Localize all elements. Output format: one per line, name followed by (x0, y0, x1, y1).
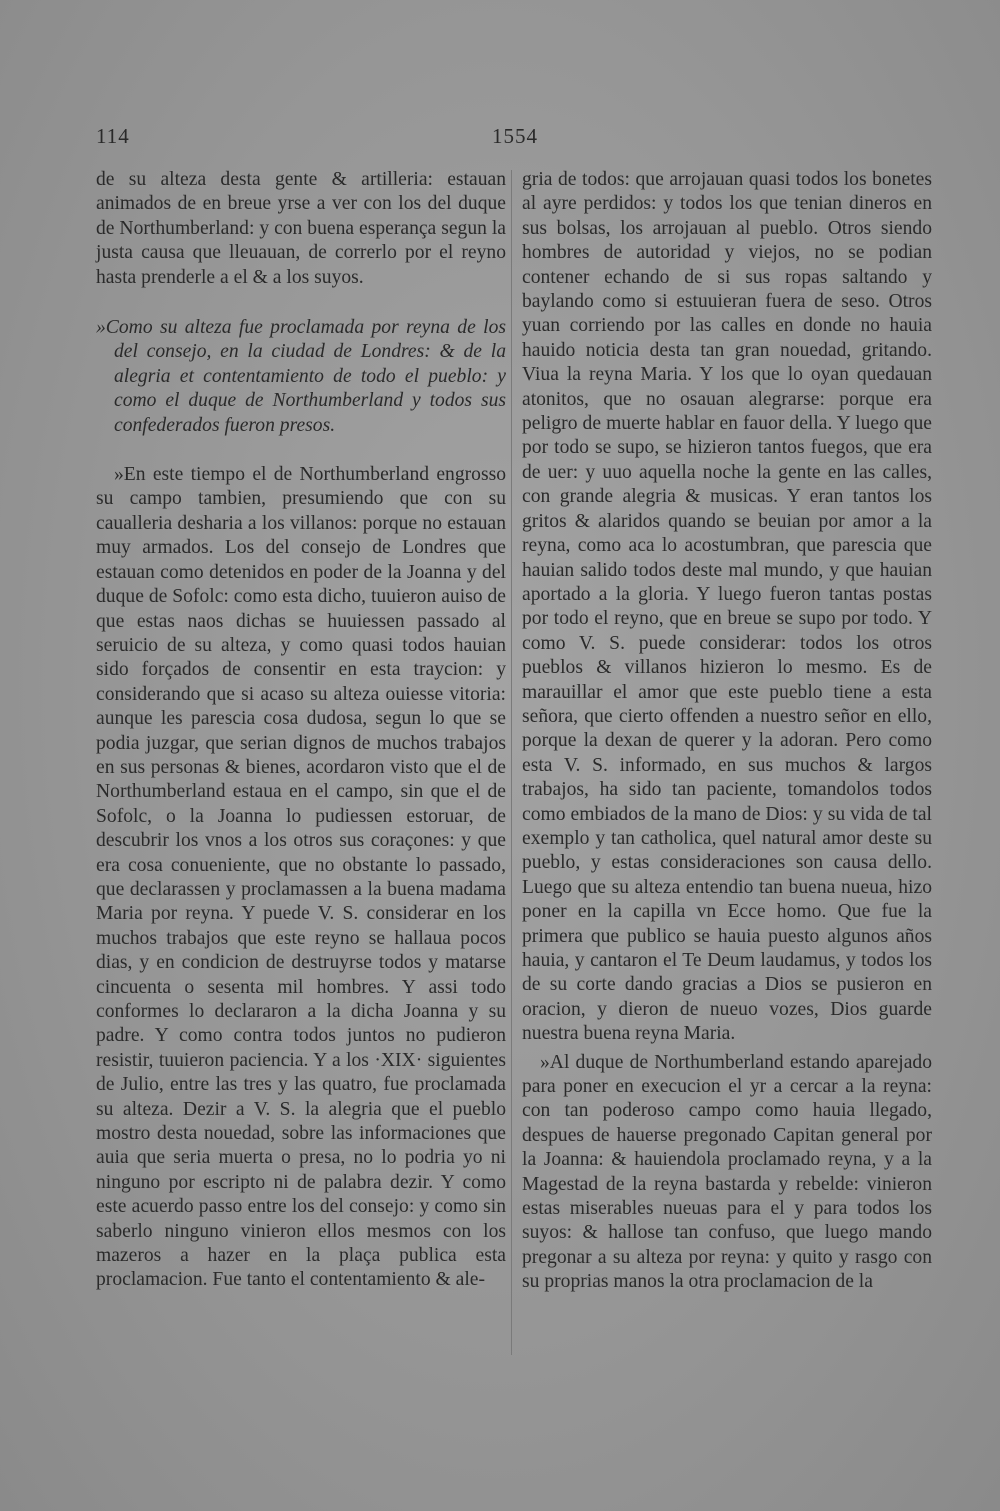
paragraph: »En este tiempo el de Northumberland engrosso su campo tambien, presumiendo que con su caualleria desharia a los villanos: porque no estauan muy armados. Los del consejo de Londres que estauan como detenidos en poder de la Joanna y del duque de Sofolc: como esta dicho, tuuieron auiso de que estas naos dichas se huuiessen passado al seruicio de su alteza, y como quasi todos hauian sido forçados de consentir en esta traycion: y considerando que si acaso su alteza ouiesse vitoria: aunque les parescia cosa dudosa, segun lo que se podia juzgar, que serian dignos de muchos trabajos en sus personas & bienes, acordaron visto que el de Northumberland estaua en el campo, sin que el de Sofolc, o la Joanna lo pudiessen estoruar, de descubrir los vnos a los otros sus coraçones: y que era cosa conueniente, que no obstante lo passado, que declarassen y proclamassen a la buena madama Maria por reyna. Y puede V. S. considerar en los muchos trabajos que este reyno se hallaua pocos dias, y en condicion de destruyrse todos y matarse cincuenta o sesenta mil hombres. Y assi todo conformes lo declararon a la dicha Joanna y su padre. Y como contra todos juntos no pudieron resistir, tuuieron paciencia. Y a los ·XIX· siguientes de Julio, entre las tres y las quatro, fue proclamada su alteza. Dezir a V. S. la alegria que el pueblo mostro desta nouedad, sobre las informaciones que auia que seria muerta o presa, no lo podria yo ni ninguno por escripto ni de palabra dezir. Y como este acuerdo passo entre los del consejo: y como sin saberlo ninguno vinieron ellos mesmos con los mazeros a hazer en la plaça publica esta proclamacion. Fue tanto el contentamiento & ale- (96, 464, 506, 1291)
left-column (96, 168, 506, 1293)
column-divider (511, 170, 512, 1355)
paragraph: de su alteza desta gente & artilleria: estauan animados de en breue yrse a ver con los del duque de Northumberland: y con buena esperança segun la justa causa que lleuauan, de correrlo por el reyno hasta prenderle a el & a los suyos. (96, 169, 506, 288)
section-heading: »Como su alteza fue proclamada por reyna de los del consejo, en la ciudad de Londres: & de la alegria et contentamiento de todo el pueblo: y como el duque de Northumberland y todos sus confederados fueron presos. (96, 317, 506, 436)
page-number: 114 (96, 124, 130, 148)
paragraph: gria de todos: que arrojauan quasi todos los bonetes al ayre perdidos: y todos los que tenian dineros en sus bolsas, los arrojauan al pueblo. Otros siendo hombres de autoridad y viejos, no se podian contener echando de si sus ropas saltando y baylando como si estuuieran fuera de seso. Otros yuan corriendo por las calles en donde no hauia hauido noticia desta tan gran nouedad, gritando. Viua la reyna Maria. Y los que lo oyan quedauan atonitos, que no osauan alegrarse: porque era peligro de muerte hablar en fauor della. Y luego que por todo se supo, se hizieron tantos fuegos, que era de uer: y uuo aquella noche la gente en las calles, con grande alegria & musicas. Y eran tantos los gritos & alaridos quando se beuian por amor a la reyna, como aca lo acostumbran, que parescia que hauian salido todos deste mal mundo, y que hauian aportado a la gloria. Y luego fueron tantas postas por todo el reyno, que en breue se supo por todo. Y como V. S. puede considerar: todos los otros pueblos & villanos hizieron lo mesmo. Es de marauillar el amor que este pueblo tiene a esta señora, que cierto offenden a nuestro señor en ello, porque la dexan de querer y la adoran. Pero como esta V. S. informado, en sus muchos & largos trabajos, ha sido tan paciente, tomandolos todos como embiados de la mano de Dios: y su vida de tal exemplo y tan catholica, quel natural amor deste su pueblo, y estas consideraciones son causa dello. Luego que su alteza entendio tan buena nueua, hizo poner en la capilla vn Ecce homo. Que fue la primera que publico se hauia puesto algunos años hauia, y cantaron el Te Deum laudamus, y todos los de su corte dando gracias a Dios se pusieron en oracion, y dieron de nueuo vozes, Dios guarde nuestra buena reyna Maria. (522, 169, 932, 1045)
right-column (522, 168, 932, 1295)
paragraph: »Al duque de Northumberland estando aparejado para poner en execucion el yr a cercar a la reyna: con tan poderoso campo como hauia llegado, despues de hauerse pregonado Capitan general por la Joanna: & hauiendola proclamado reyna, y a la Magestad de la reyna bastarda y rebelde: vinieron estas miserables nueuas para el y para todos los suyos: & hallose tan confuso, que luego mando pregonar a su alteza por reyna: y quito y rasgo con su proprias manos la otra proclamacion de la (522, 1051, 932, 1293)
running-header-year: 1554 (492, 124, 538, 148)
